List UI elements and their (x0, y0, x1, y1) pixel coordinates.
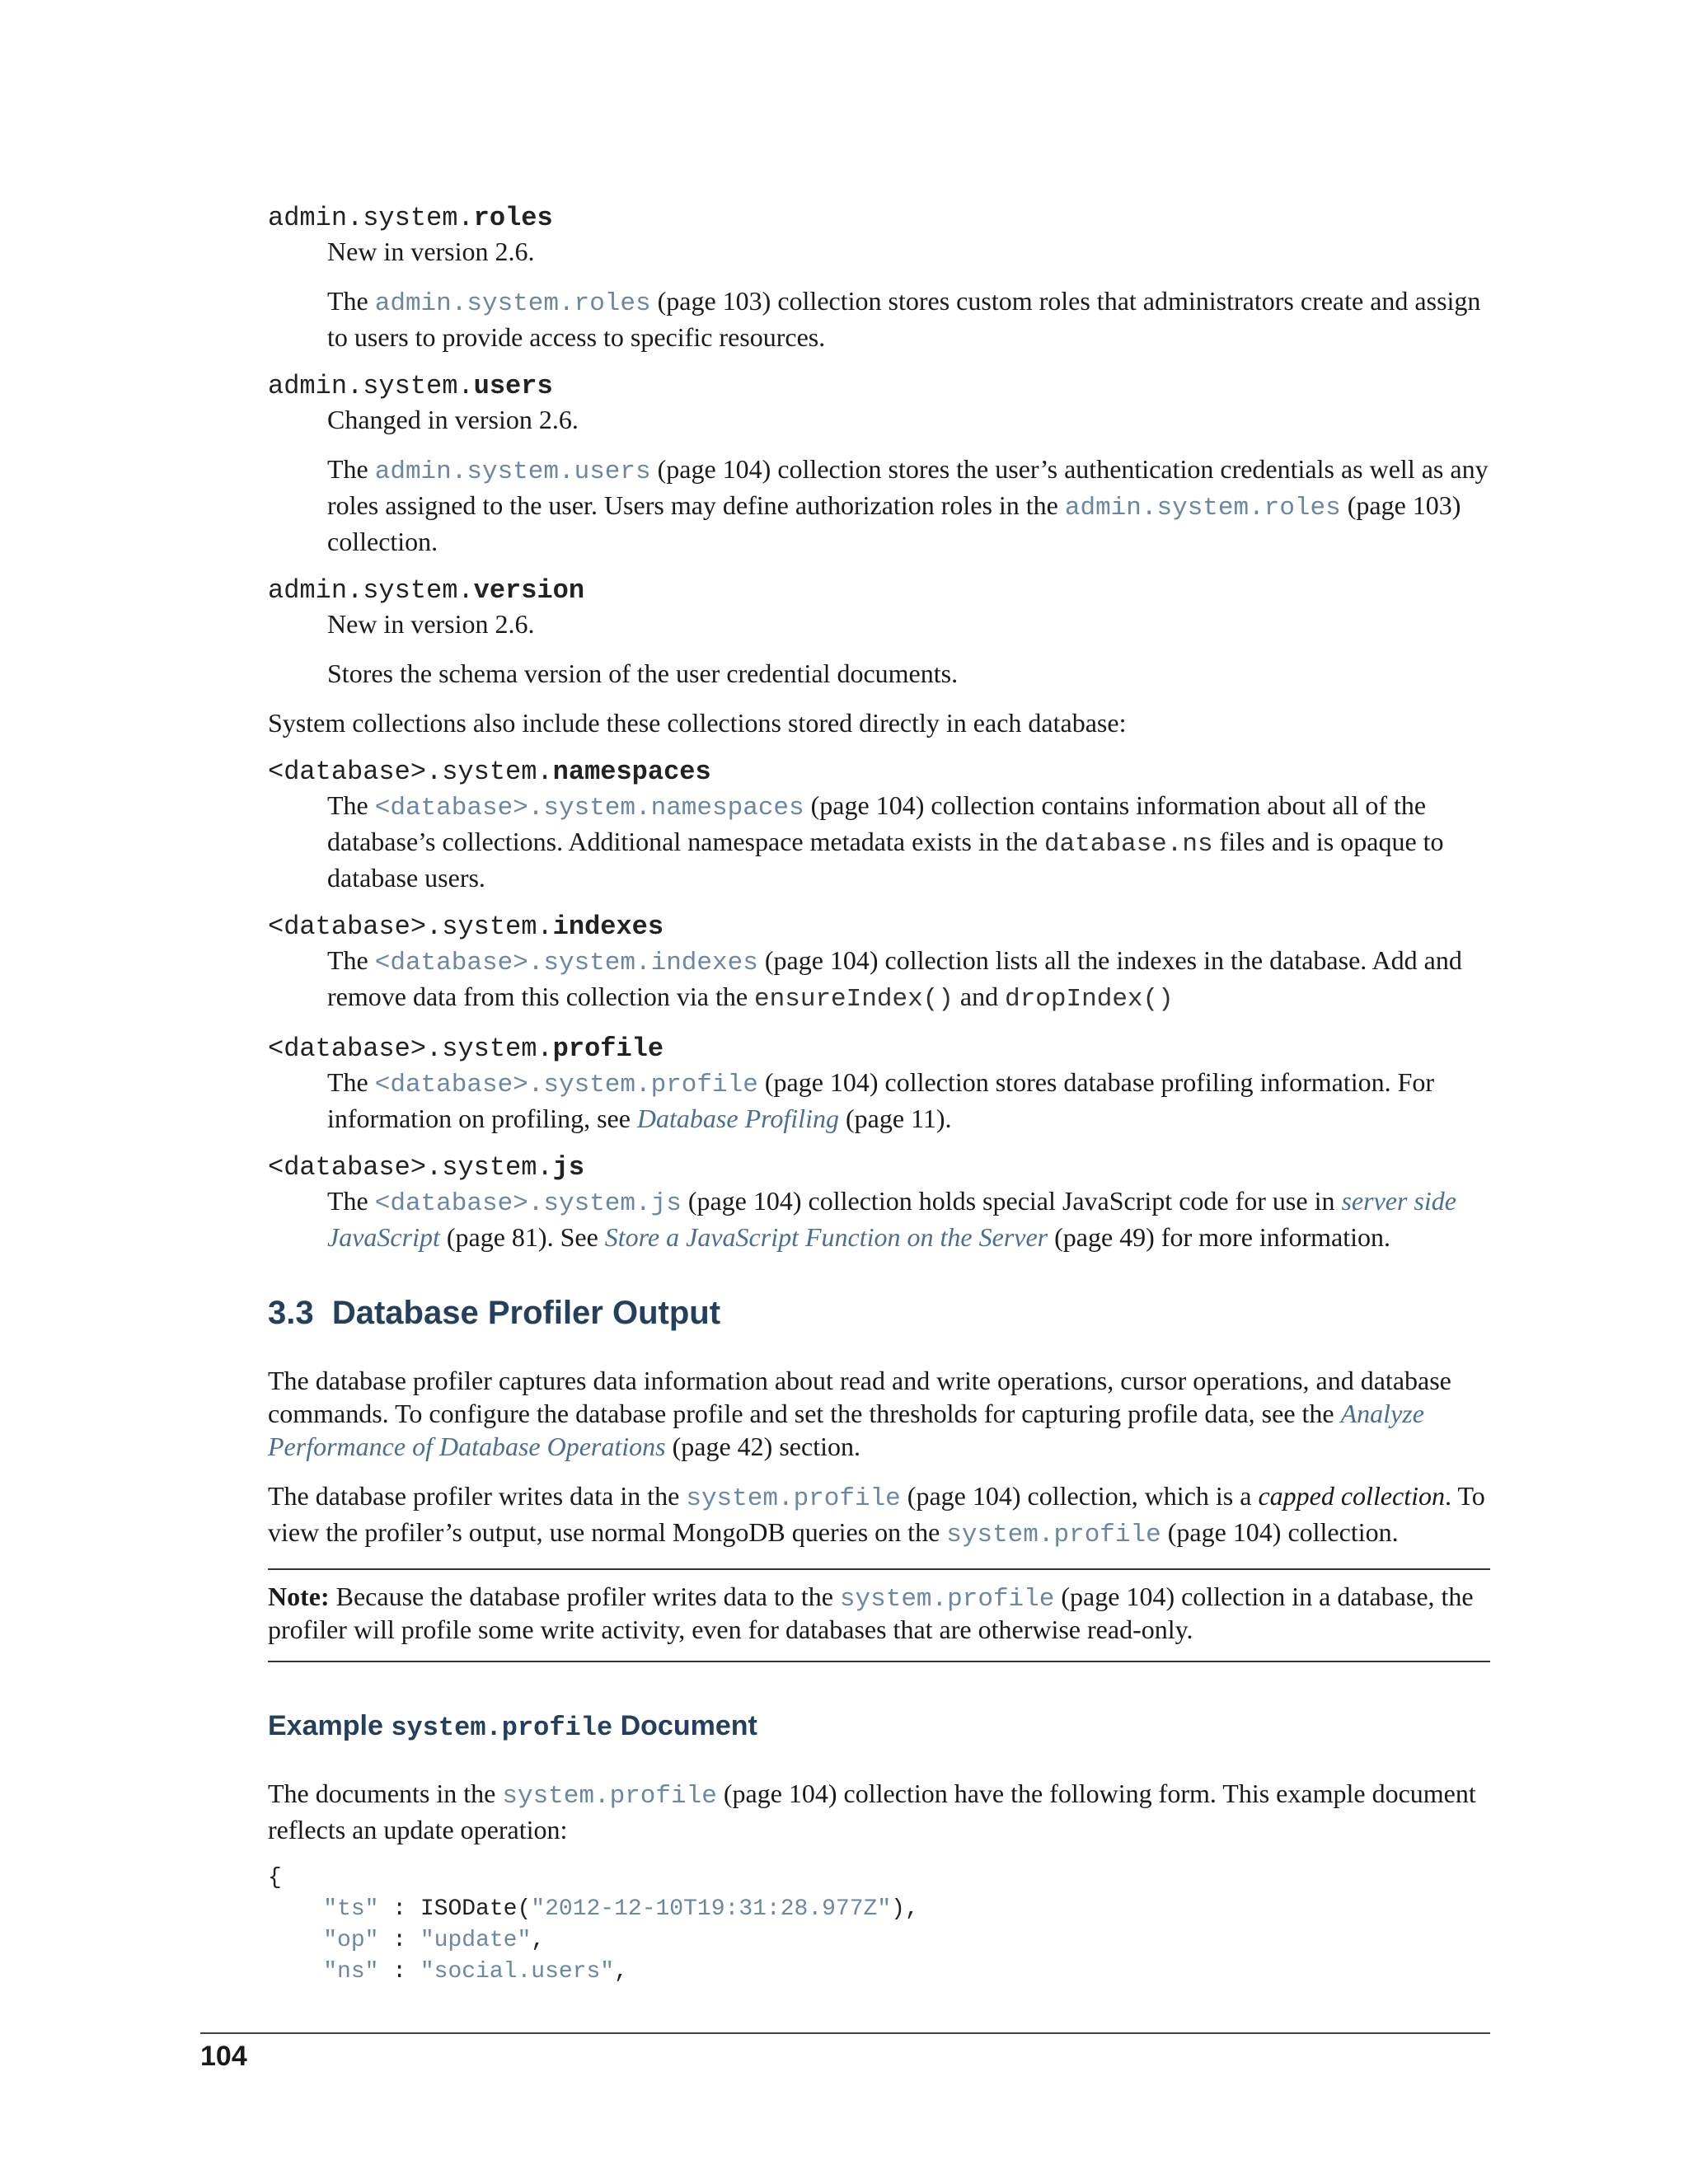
signature-name: version (473, 575, 585, 606)
code-token (268, 1896, 323, 1922)
collection-description (327, 607, 1490, 690)
signature-prefix: admin.system. (268, 203, 474, 233)
description-text (327, 1066, 1490, 1135)
text-run: Stores the schema version of the user credential documents. (327, 658, 959, 688)
collection-entry (268, 202, 1490, 354)
text-run: (page 104) collection lists all the indexes in the database. Add and remove data from this collection via the (327, 945, 1462, 1011)
collection-description (327, 944, 1490, 1016)
code-token (268, 1959, 323, 1985)
code-token: { (268, 1865, 282, 1891)
code-token: : ISODate( (378, 1896, 532, 1922)
document-link[interactable]: Database Profiling (636, 1104, 839, 1133)
inline-code: database.ns (1043, 830, 1213, 859)
document-link[interactable]: server side JavaScript (327, 1186, 1456, 1252)
code-string: "update" (420, 1928, 532, 1953)
collection-entry (268, 1151, 1490, 1254)
note-text (268, 1582, 1474, 1644)
admin-collections-list (268, 202, 1490, 690)
collection-entry (268, 574, 1490, 690)
collection-description (327, 1066, 1490, 1135)
signature-name: js (552, 1152, 585, 1183)
text-run: (page 104) collection have the following form. This example document reflects an update operation: (268, 1779, 1476, 1844)
text-run: (page 103) collection stores custom roles that administrators create and assign to users to provide access to specific resources. (327, 286, 1481, 352)
note-label: Note: (268, 1582, 330, 1611)
text-run: The database profiler writes data in the (268, 1481, 687, 1511)
collection-description (327, 403, 1490, 558)
subsection-title-code: system.profile (391, 1713, 613, 1743)
inline-code: ensureIndex() (754, 985, 954, 1014)
collection-signature (268, 756, 1490, 789)
version-note: Changed in version 2.6. (327, 405, 579, 434)
intro-paragraph: System collections also include these collections stored directly in each database: (268, 708, 1127, 738)
text-run: (page 104) collection contains information about all of the database’s collections. Additional namespace metadata exists in the (327, 790, 1427, 856)
collection-reference-link[interactable]: <database>.system.js (374, 1189, 682, 1218)
description-text (327, 657, 1490, 690)
collection-signature (268, 574, 1490, 607)
text-run: (page 104) collection holds special JavaScript code for use in (681, 1186, 1342, 1216)
text-run: (page 104) collection. (1160, 1517, 1399, 1547)
text-run: (page 81). See (439, 1222, 605, 1252)
collection-reference-link[interactable]: <database>.system.indexes (374, 949, 758, 977)
text-run: The database profiler captures data information about read and write operations, cursor operations, and database commands. To configure the database profile and set the thresholds for capturing profile data, see the (268, 1366, 1451, 1428)
signature-prefix: <database>.system. (268, 912, 553, 942)
section-number: 3.3 (268, 1295, 314, 1331)
code-token (268, 1928, 323, 1953)
note-box (268, 1568, 1490, 1662)
code-token: , (531, 1928, 546, 1953)
text-run: The (327, 286, 375, 316)
section-paragraph-2 (268, 1479, 1490, 1552)
signature-name: namespaces (552, 757, 711, 787)
collection-entry (268, 1033, 1490, 1135)
collection-description (327, 789, 1490, 894)
code-token: : (378, 1959, 420, 1985)
signature-name: profile (552, 1033, 664, 1064)
signature-prefix: admin.system. (268, 575, 474, 606)
version-note: New in version 2.6. (327, 237, 535, 266)
collection-reference-link[interactable]: system.profile (946, 1521, 1161, 1549)
footer-rule (200, 2032, 1490, 2034)
version-note: New in version 2.6. (327, 609, 535, 639)
code-string: "op" (323, 1928, 379, 1953)
subsection-paragraph (268, 1777, 1490, 1846)
code-line (268, 1865, 282, 1891)
emphasis-text: capped collection (1258, 1481, 1446, 1511)
collection-reference-link[interactable]: admin.system.users (374, 457, 651, 486)
text-run: The (327, 1186, 375, 1216)
collection-reference-link[interactable]: admin.system.roles (1064, 494, 1341, 523)
text-run: and (953, 982, 1006, 1011)
signature-name: users (473, 371, 553, 401)
text-run: (page 42) section. (665, 1432, 860, 1461)
text-run: The (327, 454, 375, 484)
description-text (327, 1184, 1490, 1254)
text-run: . To view the profiler’s output, use normal MongoDB queries on the (268, 1481, 1485, 1547)
code-line (268, 1896, 919, 1922)
text-run: The documents in the (268, 1779, 503, 1808)
database-collections-list (268, 756, 1490, 1254)
collection-reference-link[interactable]: <database>.system.profile (374, 1071, 758, 1099)
page-content (268, 202, 1490, 1988)
document-link[interactable]: Analyze Performance of Database Operations (268, 1399, 1424, 1461)
signature-prefix: admin.system. (268, 371, 474, 401)
collection-entry (268, 756, 1490, 894)
collection-reference-link[interactable]: admin.system.roles (374, 289, 651, 318)
section-heading (268, 1293, 1490, 1333)
text-run: The (327, 1067, 375, 1097)
code-string: "social.users" (420, 1959, 615, 1985)
collection-signature (268, 911, 1490, 944)
document-link[interactable]: Store a JavaScript Function on the Server (604, 1222, 1048, 1252)
text-run: The (327, 945, 375, 975)
collection-description (327, 1184, 1490, 1254)
code-block (268, 1863, 1490, 1988)
text-run: (page 11). (838, 1104, 952, 1133)
code-string: "ns" (323, 1959, 379, 1985)
collection-signature (268, 370, 1490, 403)
text-run: Because the database profiler writes data to the (329, 1582, 840, 1611)
section-title: Database Profiler Output (331, 1295, 721, 1331)
code-token: ), (891, 1896, 919, 1922)
text-run: files and is opaque to database users. (327, 827, 1444, 893)
text-run: (page 104) collection in a database, the profiler will profile some write activity, even for databases that are otherwise read-only. (268, 1582, 1474, 1644)
collection-signature (268, 202, 1490, 235)
collection-reference-link[interactable]: system.profile (686, 1484, 901, 1513)
code-line (268, 1928, 545, 1953)
code-string: "ts" (323, 1896, 379, 1922)
collection-signature (268, 1151, 1490, 1184)
signature-name: indexes (552, 912, 664, 942)
text-run: (page 103) collection. (327, 490, 1461, 556)
inline-code: dropIndex() (1005, 985, 1174, 1014)
collection-signature (268, 1033, 1490, 1066)
collection-reference-link[interactable]: system.profile (839, 1585, 1055, 1614)
text-run: (page 104) collection stores the user’s authentication credentials as well as any roles assigned to the user. Users may define authorization roles in the (327, 454, 1489, 520)
description-text (327, 944, 1490, 1016)
text-run: (page 49) for more information. (1048, 1222, 1390, 1252)
collection-description (327, 235, 1490, 354)
page-number: 104 (200, 2041, 247, 2072)
subsection-heading: Example system.profile Document (268, 1710, 757, 1743)
description-text (327, 789, 1490, 894)
code-token: , (614, 1959, 628, 1985)
description-text (327, 284, 1490, 354)
section-paragraph-1 (268, 1364, 1490, 1463)
code-line (268, 1959, 628, 1985)
code-string: "2012-12-10T19:31:28.977Z" (531, 1896, 892, 1922)
text-run: The (327, 790, 375, 820)
collection-entry (268, 911, 1490, 1016)
signature-name: roles (473, 203, 553, 233)
collection-reference-link[interactable]: system.profile (502, 1782, 717, 1811)
signature-prefix: <database>.system. (268, 1033, 553, 1064)
code-token: : (378, 1928, 420, 1953)
signature-prefix: <database>.system. (268, 757, 553, 787)
text-run: (page 104) collection stores database profiling information. For information on profiling, see (327, 1067, 1435, 1133)
signature-prefix: <database>.system. (268, 1152, 553, 1183)
collection-reference-link[interactable]: <database>.system.namespaces (374, 794, 804, 823)
text-run: (page 104) collection, which is a (900, 1481, 1259, 1511)
description-text (327, 452, 1490, 558)
collection-entry (268, 370, 1490, 558)
